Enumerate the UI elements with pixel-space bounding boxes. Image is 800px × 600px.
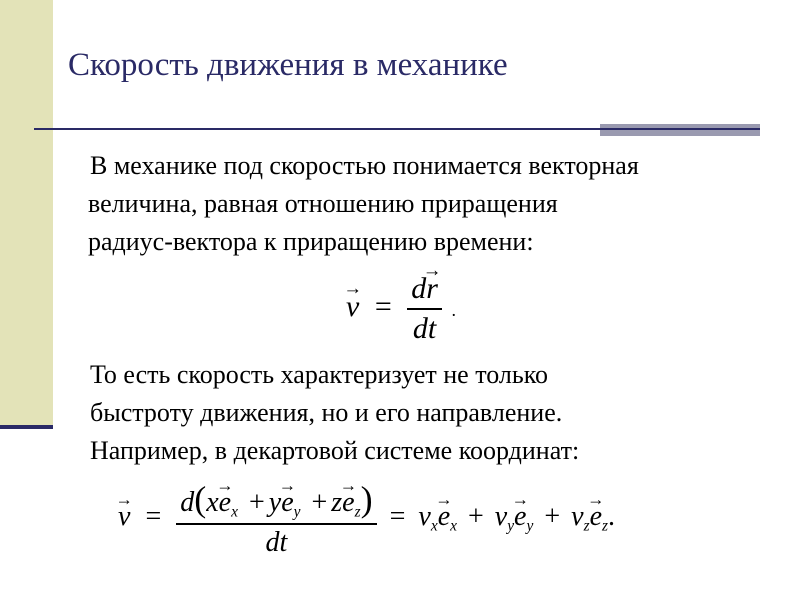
paragraph-line: То есть скорость характеризует не только: [90, 360, 549, 389]
velocity-component: v: [418, 501, 431, 533]
denominator: dt: [412, 312, 437, 345]
paren-close: ): [360, 479, 373, 519]
unit-vector: e →: [590, 501, 602, 533]
fraction: [407, 272, 442, 346]
subscript-x: x: [430, 517, 438, 535]
subscript-z: z: [583, 517, 590, 535]
divider-accent-line: [600, 128, 760, 130]
fraction-bar: [407, 308, 442, 310]
equals-sign: =: [145, 501, 162, 533]
plus-sign: +: [467, 501, 484, 533]
denominator: dt: [265, 527, 288, 559]
subscript-y: y: [293, 503, 301, 521]
period: .: [608, 501, 615, 533]
paragraph-line: быстроту движения, но и его направление.: [90, 398, 563, 427]
fraction: [176, 478, 376, 559]
unit-vector: e →: [438, 501, 450, 533]
differential-d: d: [411, 272, 427, 305]
unit-vector: e →: [514, 501, 526, 533]
period: .: [451, 299, 456, 320]
unit-vector: e →: [342, 487, 354, 519]
paragraph-line: В механике под скоростью понимается векторная: [90, 151, 639, 180]
subscript-z: z: [354, 503, 361, 521]
left-decorative-band: [0, 0, 53, 425]
velocity-vector: v →: [118, 501, 130, 533]
equals-sign: =: [389, 501, 406, 533]
paragraph-line: радиус-вектора к приращению времени:: [88, 227, 534, 256]
plus-sign: +: [248, 487, 265, 518]
unit-vector: e →: [219, 487, 231, 519]
velocity-vector: v →: [346, 290, 359, 324]
cartesian-velocity-formula: [118, 478, 615, 559]
slide-title: Скорость движения в механике: [68, 47, 508, 83]
equals-sign: =: [374, 289, 392, 323]
y-coord: y: [268, 487, 282, 518]
differential-d: d: [180, 487, 195, 518]
plus-sign: +: [311, 487, 328, 518]
divider-accent-block: [600, 124, 760, 136]
subscript-y: y: [526, 517, 534, 535]
plus-sign: +: [544, 501, 561, 533]
velocity-formula: [346, 272, 456, 346]
explanation-paragraph: [90, 356, 579, 470]
subscript-x: x: [231, 503, 238, 521]
title-divider: [34, 128, 600, 130]
subscript-x: x: [450, 517, 457, 535]
subscript-z: z: [602, 517, 608, 535]
paren-open: (: [194, 479, 207, 519]
paragraph-line: Например, в декартовой системе координат:: [90, 436, 580, 465]
x-coord: x: [206, 487, 219, 518]
z-coord: z: [331, 487, 343, 518]
velocity-component: v: [571, 501, 584, 533]
fraction-bar: [176, 523, 376, 525]
definition-paragraph: [88, 147, 639, 261]
left-band-underline: [0, 425, 53, 429]
subscript-y: y: [507, 517, 515, 535]
radius-vector: r →: [426, 272, 438, 306]
paragraph-line: величина, равная отношению приращения: [88, 189, 558, 218]
unit-vector: e →: [281, 487, 293, 519]
velocity-component: v: [494, 501, 508, 533]
